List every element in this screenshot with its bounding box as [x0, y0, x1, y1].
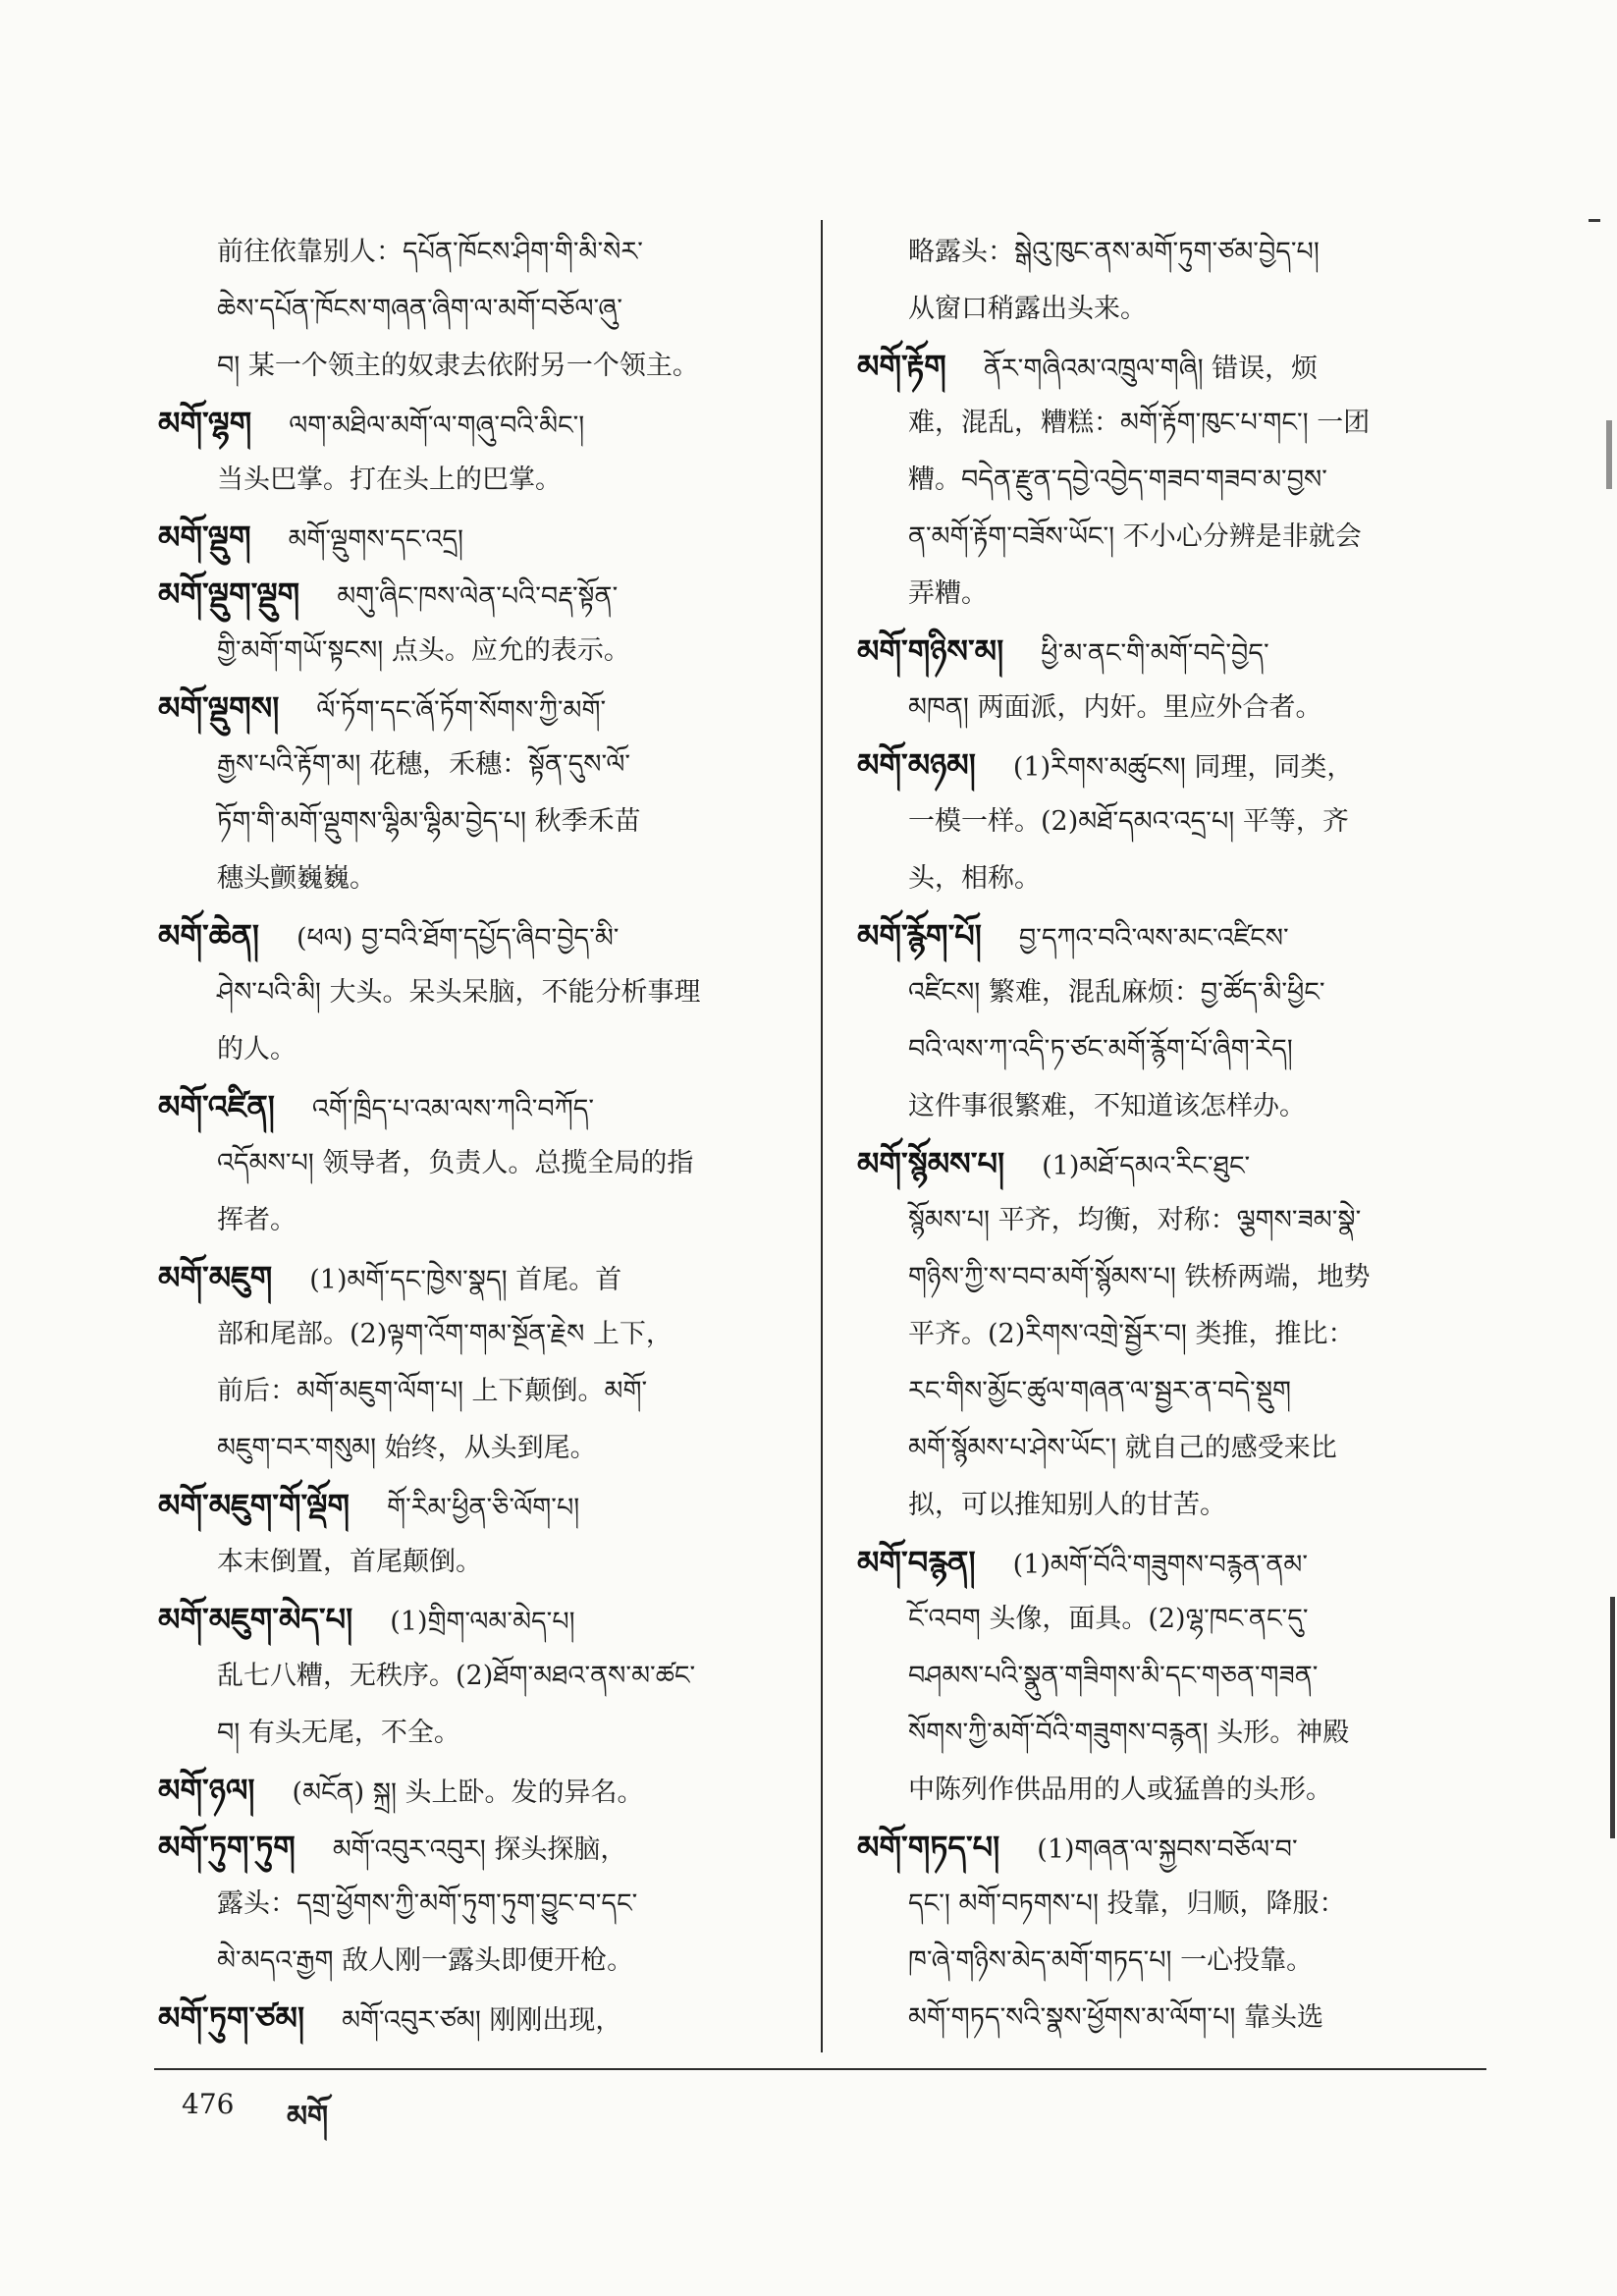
dictionary-entry	[158, 395, 798, 509]
left-column	[158, 224, 798, 2047]
entry-line: འཛིངས། 繁难，混乱麻烦：བྱ་ཚོད་མི་ཕྱིང་	[908, 977, 1325, 1008]
entry-definition-text: ཕྱི་མ་ནང་གི་མགོ་བདེ་བྱེད་	[1041, 638, 1269, 669]
entry-definition-text: ལོ་ཏོག་དང་ཞོ་ཏོག་སོགས་ཀྱི་མགོ་	[316, 695, 607, 726]
dictionary-entry	[857, 338, 1486, 623]
dictionary-entry	[857, 623, 1486, 737]
entry-definition-text: (1)གྲིག་ལམ་མེད་པ།	[390, 1607, 575, 1637]
entry-line: གྱི་མགོ་གཡོ་སྟངས། 点头。应允的表示。	[217, 635, 630, 666]
dictionary-entry	[857, 1819, 1486, 2047]
entry-line	[158, 1990, 798, 2047]
entry-definition-text: འགོ་ཁྲིད་པ་འམ་ལས་ཀའི་བཀོད་	[311, 1094, 595, 1124]
entry-definition-text: (1)མགོ་བོའི་གཟུགས་བརྙན་ནམ་	[1012, 1550, 1308, 1580]
entry-line	[158, 395, 798, 452]
entry-line: 拟，可以推知别人的甘苦。	[908, 1490, 1226, 1520]
entry-line: 中陈列作供品用的人或猛兽的头形。	[908, 1775, 1332, 1805]
dictionary-entry	[158, 680, 798, 907]
entry-line: བ། 某一个领主的奴隶去依附另一个领主。	[217, 351, 699, 381]
entry-line	[857, 737, 1486, 793]
entry-headword: མགོ་མཇུག་གོ་ལྡོག	[158, 1487, 350, 1524]
entry-line: བ། 有头无尾，不全。	[217, 1718, 460, 1748]
dictionary-entry	[857, 1534, 1486, 1819]
entry-definition-text: (1)མགོ་དང་ཁྱེས་སྣད། 首尾。首	[309, 1265, 622, 1295]
entry-line	[158, 1477, 798, 1534]
entry-line	[857, 338, 1486, 395]
dictionary-entry	[158, 566, 798, 680]
entry-headword: མགོ་མཇུག	[158, 1259, 273, 1296]
entry-headword: མགོ་ལྡུག	[158, 519, 251, 556]
dictionary-entry	[158, 509, 798, 566]
entry-line: 这件事很繁难，不知道该怎样办。	[908, 1091, 1306, 1121]
entry-headword: མགོ་ལྡུག་ལྡུག	[158, 575, 300, 613]
entry-definition-text: (1)རིགས་མཚུངས། 同理，同类，	[1012, 752, 1354, 783]
entry-headword: མགོ་ལྷག	[158, 405, 252, 442]
entry-line	[158, 509, 798, 566]
entry-line: 露头：དགྲ་ཕྱོགས་ཀྱི་མགོ་ཏུག་ཏུག་བྱུང་བ་དང་	[217, 1888, 638, 1919]
dictionary-entry	[158, 1249, 798, 1477]
dictionary-entry	[158, 907, 798, 1078]
entry-definition-text: མགོ་ལྡུགས་དང་འདྲ།	[288, 524, 464, 555]
scan-artifact	[1589, 219, 1600, 222]
entry-line: སྙོམས་པ། 平齐，均衡，对称：ལྕགས་ཟམ་སྣེ་	[908, 1205, 1362, 1235]
scan-artifact	[1606, 420, 1612, 489]
entry-line	[158, 566, 798, 623]
entry-headword: མགོ་ཆེན།	[158, 917, 259, 955]
page-number: 476	[182, 2088, 235, 2120]
entry-headword: མགོ་རྙོག་པོ།	[857, 917, 982, 955]
entry-line: རྒྱས་པའི་རྟོག་མ། 花穗，禾穗：སྟོན་དུས་ལོ་	[217, 749, 631, 780]
entry-headword: མགོ་ཏུག་ཏུག	[158, 1829, 296, 1866]
entry-line: 弄糟。	[908, 578, 988, 609]
entry-headword: མགོ་ཏུག་ཙམ།	[158, 1999, 305, 2037]
entry-headword: མགོ་ཉལ།	[158, 1772, 255, 1809]
entry-line: ཤེས་པའི་མི། 大头。呆头呆脑，不能分析事理	[217, 977, 701, 1008]
entry-definition-text: མགོ་འབུར་ཙམ། 刚刚出现，	[342, 2005, 622, 2036]
entry-line	[857, 1819, 1486, 1876]
entry-line: 穗头颤巍巍。	[217, 863, 376, 894]
entry-headword: མགོ་རྟོག	[857, 348, 946, 385]
entry-line	[158, 1591, 798, 1648]
entry-line: ཏོག་གི་མགོ་ལྡུགས་ལྷིམ་ལྷིམ་བྱེད་པ། 秋季禾苗	[217, 806, 641, 837]
entry-line: 从窗口稍露出头来。	[908, 294, 1147, 324]
entry-line: བཤམས་པའི་སྣུན་གཟིགས་མི་དང་གཅན་གཟན་	[908, 1661, 1319, 1691]
entry-line: 前后：མགོ་མཇུག་ལོག་པ། 上下颠倒。མགོ་	[217, 1376, 648, 1406]
entry-line	[857, 1534, 1486, 1591]
entry-definition-text: (མངོན) སྐྲ། 头上卧。发的异名。	[292, 1777, 644, 1808]
entry-line: 一模一样。(2)མཐོ་དམའ་འདྲ་པ། 平等，齐	[908, 806, 1349, 837]
entry-line: 略露头：སྒེའུ་ཁུང་ནས་མགོ་ཏུག་ཙམ་བྱེད་པ།	[908, 237, 1320, 267]
entry-line	[857, 623, 1486, 680]
dictionary-entry	[158, 1819, 798, 1990]
dictionary-entry-continued	[857, 224, 1486, 338]
entry-line: ན་མགོ་རྟོག་བཟོས་ཡོང་། 不小心分辨是非就会	[908, 521, 1362, 552]
entry-line: 乱七八糟，无秩序。(2)ཐོག་མཐའ་ནས་མ་ཚང་	[217, 1661, 696, 1691]
entry-line	[857, 907, 1486, 964]
entry-line: ངོ་འབག 头像，面具。(2)ལྷ་ཁང་ནང་དུ་	[908, 1604, 1309, 1634]
entry-line	[158, 1078, 798, 1135]
running-head: མགོ	[287, 2100, 329, 2134]
entry-line: 前往依靠别人：དཔོན་ཁོངས་ཤིག་གི་མི་སེར་	[217, 237, 643, 267]
dictionary-entry	[158, 1591, 798, 1762]
entry-line: 部和尾部。(2)ལྟག་འོག་གམ་སྔོན་རྗེས 上下，	[217, 1319, 673, 1349]
entry-line: གཉིས་ཀྱི་ས་བབ་མགོ་སྙོམས་པ། 铁桥两端，地势	[908, 1262, 1371, 1292]
dictionary-entry	[158, 1990, 798, 2047]
entry-definition-text: མགོ་འབུར་འབུར། 探头探脑，	[332, 1834, 627, 1865]
entry-line	[158, 907, 798, 964]
entry-line: ཁ་ཞེ་གཉིས་མེད་མགོ་གཏད་པ། 一心投靠。	[908, 1945, 1314, 1976]
entry-line: 的人。	[217, 1034, 296, 1065]
entry-line: 难，混乱，糟糕：མགོ་རྟོག་ཁུང་པ་གང་། 一团	[908, 408, 1371, 438]
entry-line: 当头巴掌。打在头上的巴掌。	[217, 465, 562, 495]
entry-line: ཆེས་དཔོན་ཁོངས་གཞན་ཞིག་ལ་མགོ་བཅོལ་ཞུ་	[217, 294, 622, 324]
entry-definition-text: གོ་རིམ་ཕྱིན་ཅི་ལོག་པ།	[387, 1493, 580, 1523]
dictionary-entry	[158, 1762, 798, 1819]
entry-headword: མགོ་གཏད་པ།	[857, 1829, 1000, 1866]
entry-line: 头，相称。	[908, 863, 1041, 894]
entry-headword: མགོ་མཇུག་མེད་པ།	[158, 1601, 353, 1638]
entry-headword: མགོ་གཉིས་མ།	[857, 632, 1004, 670]
entry-line: མགོ་སྙོམས་པ་ཤེས་ཡོང་། 就自己的感受来比	[908, 1433, 1337, 1463]
entry-line: མཁན། 两面派，内奸。里应外合者。	[908, 692, 1322, 723]
entry-line	[857, 1135, 1486, 1192]
dictionary-entry-continued	[158, 224, 798, 395]
entry-headword: མགོ་བརྙན།	[857, 1544, 976, 1581]
dictionary-entry	[158, 1477, 798, 1591]
entry-definition-text: བྱ་དཀའ་བའི་ལས་མང་འཛིངས་	[1018, 923, 1289, 954]
dictionary-entry	[158, 1078, 798, 1249]
entry-definition-text: (1)གཞན་ལ་སྐྱབས་བཅོལ་བ་	[1037, 1834, 1298, 1865]
entry-line: སོགས་ཀྱི་མགོ་བོའི་གཟུགས་བརྙན། 头形。神殿	[908, 1718, 1350, 1748]
entry-headword: མགོ་ལྡུགས།	[158, 689, 280, 727]
entry-line	[158, 1819, 798, 1876]
entry-line: མགོ་གཏད་སའི་སྣས་ཕྱོགས་མ་ལོག་པ། 靠头选	[908, 2002, 1323, 2033]
right-column	[857, 224, 1486, 2047]
dictionary-entry	[857, 737, 1486, 907]
entry-line	[158, 1762, 798, 1819]
entry-definition-text: (1)མཐོ་དམའ་རིང་ཐུང་	[1042, 1151, 1251, 1181]
entry-line: དང་། མགོ་བཏགས་པ། 投靠，归顺，降服：	[908, 1888, 1346, 1919]
scan-artifact	[1610, 1597, 1615, 1838]
entry-line: རང་གིས་མྱོང་ཚུལ་གཞན་ལ་སྦྱར་ན་བདེ་སྡུག	[908, 1376, 1292, 1406]
entry-line: 平齐。(2)རིགས་འགྲེ་སྦྱོར་བ། 类推，推比：	[908, 1319, 1355, 1349]
dictionary-entry	[857, 907, 1486, 1135]
entry-line: མཇུག་བར་གསུམ། 始终，从头到尾。	[217, 1433, 597, 1463]
entry-headword: མགོ་སྙོམས་པ།	[857, 1145, 1005, 1182]
entry-line	[158, 680, 798, 737]
footer-rule	[154, 2068, 1486, 2070]
entry-headword: མགོ་འཛིན།	[158, 1088, 275, 1125]
entry-definition-text: ལག་མཐིལ་མགོ་ལ་གཞུ་བའི་མིང་།	[289, 410, 585, 441]
column-divider	[821, 220, 823, 2052]
entry-line: མེ་མདའ་རྒྱག 敌人刚一露头即便开枪。	[217, 1945, 634, 1976]
entry-line: 挥者。	[217, 1205, 296, 1235]
entry-definition-text: (ཕལ) བྱ་བའི་ཐོག་དཔྱོད་ཞིབ་བྱེད་མི་	[296, 923, 620, 954]
entry-definition-text: ནོར་གཞིའམ་འཁྲུལ་གཞི། 错误，烦	[983, 354, 1319, 384]
entry-line: བའི་ལས་ཀ་འདི་ཏ་ཙང་མགོ་རྙོག་པོ་ཞིག་རེད།	[908, 1034, 1293, 1065]
dictionary-entry	[857, 1135, 1486, 1534]
entry-line: 本末倒置，首尾颠倒。	[217, 1547, 482, 1577]
entry-line: 糟。བདེན་རྫུན་དབྱེ་འབྱེད་གཟབ་གཟབ་མ་བྱས་	[908, 465, 1327, 495]
entry-line	[158, 1249, 798, 1306]
entry-headword: མགོ་མཉམ།	[857, 746, 976, 784]
entry-line: འདོམས་པ། 领导者，负责人。总揽全局的指	[217, 1148, 694, 1178]
entry-definition-text: མགུ་ཞིང་ཁས་ལེན་པའི་བརྡ་སྟོན་	[337, 581, 619, 612]
